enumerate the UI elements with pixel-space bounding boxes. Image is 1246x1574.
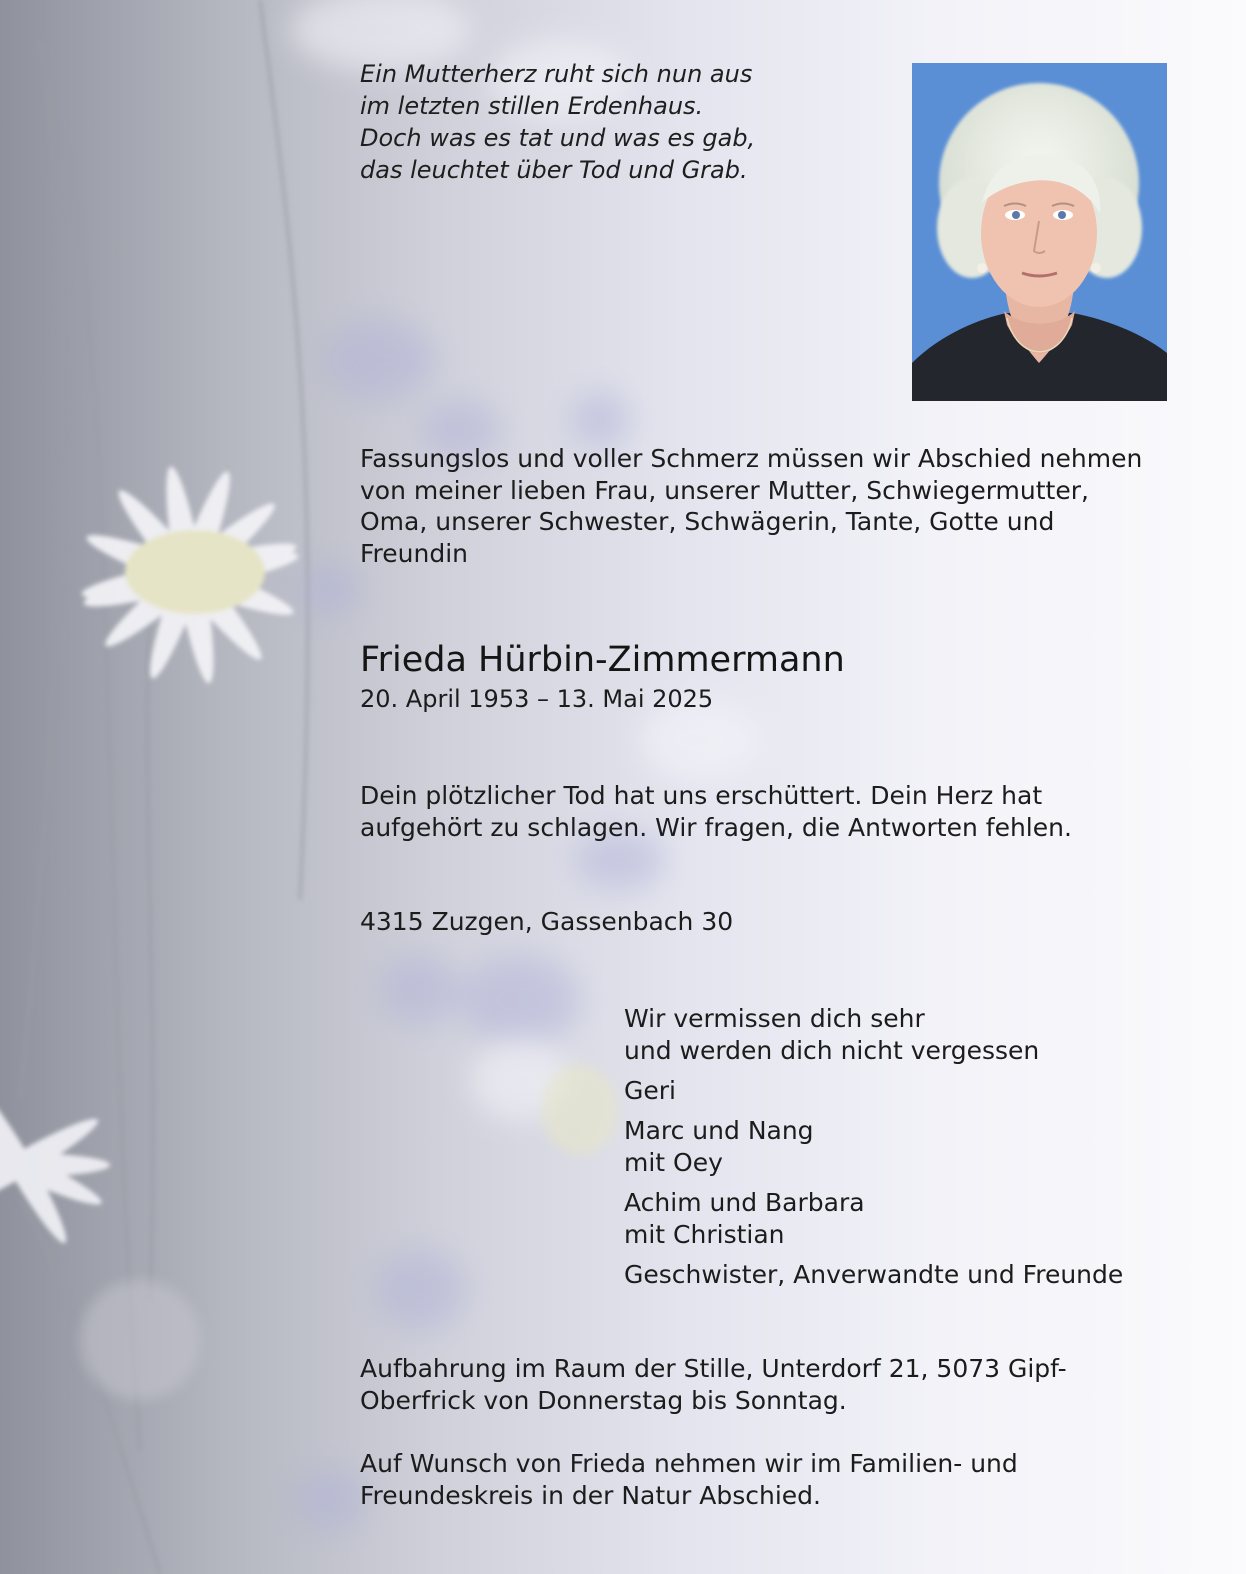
mourner-name: Marc und Nang <box>624 1116 814 1145</box>
mourner-name: mit Oey <box>624 1148 723 1177</box>
mourner-name: mit Christian <box>624 1220 785 1249</box>
mourners-message <box>624 1003 1123 1067</box>
intro-line: Freundin <box>360 538 469 568</box>
farewell-wish <box>360 1448 1018 1512</box>
deceased-name: Frieda Hürbin-Zimmermann <box>360 640 845 680</box>
mourner-name: Geri <box>624 1076 676 1105</box>
mourner-name: Achim und Barbara <box>624 1188 865 1217</box>
life-dates: 20. April 1953 – 13. Mai 2025 <box>360 685 714 713</box>
poem-line: im letzten stillen Erdenhaus. <box>360 92 704 120</box>
poem-line: Ein Mutterherz ruht sich nun aus <box>360 60 753 88</box>
intro-line: von meiner lieben Frau, unserer Mutter, Schwiegermutter, <box>360 475 1089 505</box>
intro-line: Oma, unserer Schwester, Schwägerin, Tante, Gotte und <box>360 507 1055 536</box>
farewell-announcement <box>360 443 1180 569</box>
family-address: 4315 Zuzgen, Gassenbach 30 <box>360 907 734 936</box>
grief-statement <box>360 780 1072 844</box>
mourner-group <box>624 1259 1123 1291</box>
wish-line: Auf Wunsch von Frieda nehmen wir im Familien- und <box>360 1449 1018 1478</box>
poem-line: Doch was es tat und was es gab, <box>360 124 756 152</box>
grief-line: Dein plötzlicher Tod hat uns erschüttert. Dein Herz hat <box>360 781 1043 810</box>
poem-line: das leuchtet über Tod und Grab. <box>360 156 748 184</box>
portrait-photo <box>912 63 1167 401</box>
message-line: Wir vermissen dich sehr <box>624 1004 925 1033</box>
viewing-info <box>360 1353 1067 1417</box>
wish-line: Freundeskreis in der Natur Abschied. <box>360 1481 821 1510</box>
mourner-name: Geschwister, Anverwandte und Freunde <box>624 1260 1124 1289</box>
mourner-group <box>624 1115 1123 1179</box>
mourner-group <box>624 1187 1123 1251</box>
intro-line: Fassungslos und voller Schmerz müssen wir Abschied nehmen <box>360 444 1143 473</box>
mourners-block <box>624 1003 1123 1299</box>
mourner-group <box>624 1075 1123 1107</box>
message-line: und werden dich nicht vergessen <box>624 1036 1040 1065</box>
viewing-line: Oberfrick von Donnerstag bis Sonntag. <box>360 1386 847 1415</box>
grief-line: aufgehört zu schlagen. Wir fragen, die Antworten fehlen. <box>360 813 1072 842</box>
portrait-image <box>912 63 1167 401</box>
memorial-poem <box>360 58 880 186</box>
viewing-line: Aufbahrung im Raum der Stille, Unterdorf 21, 5073 Gipf- <box>360 1354 1067 1383</box>
